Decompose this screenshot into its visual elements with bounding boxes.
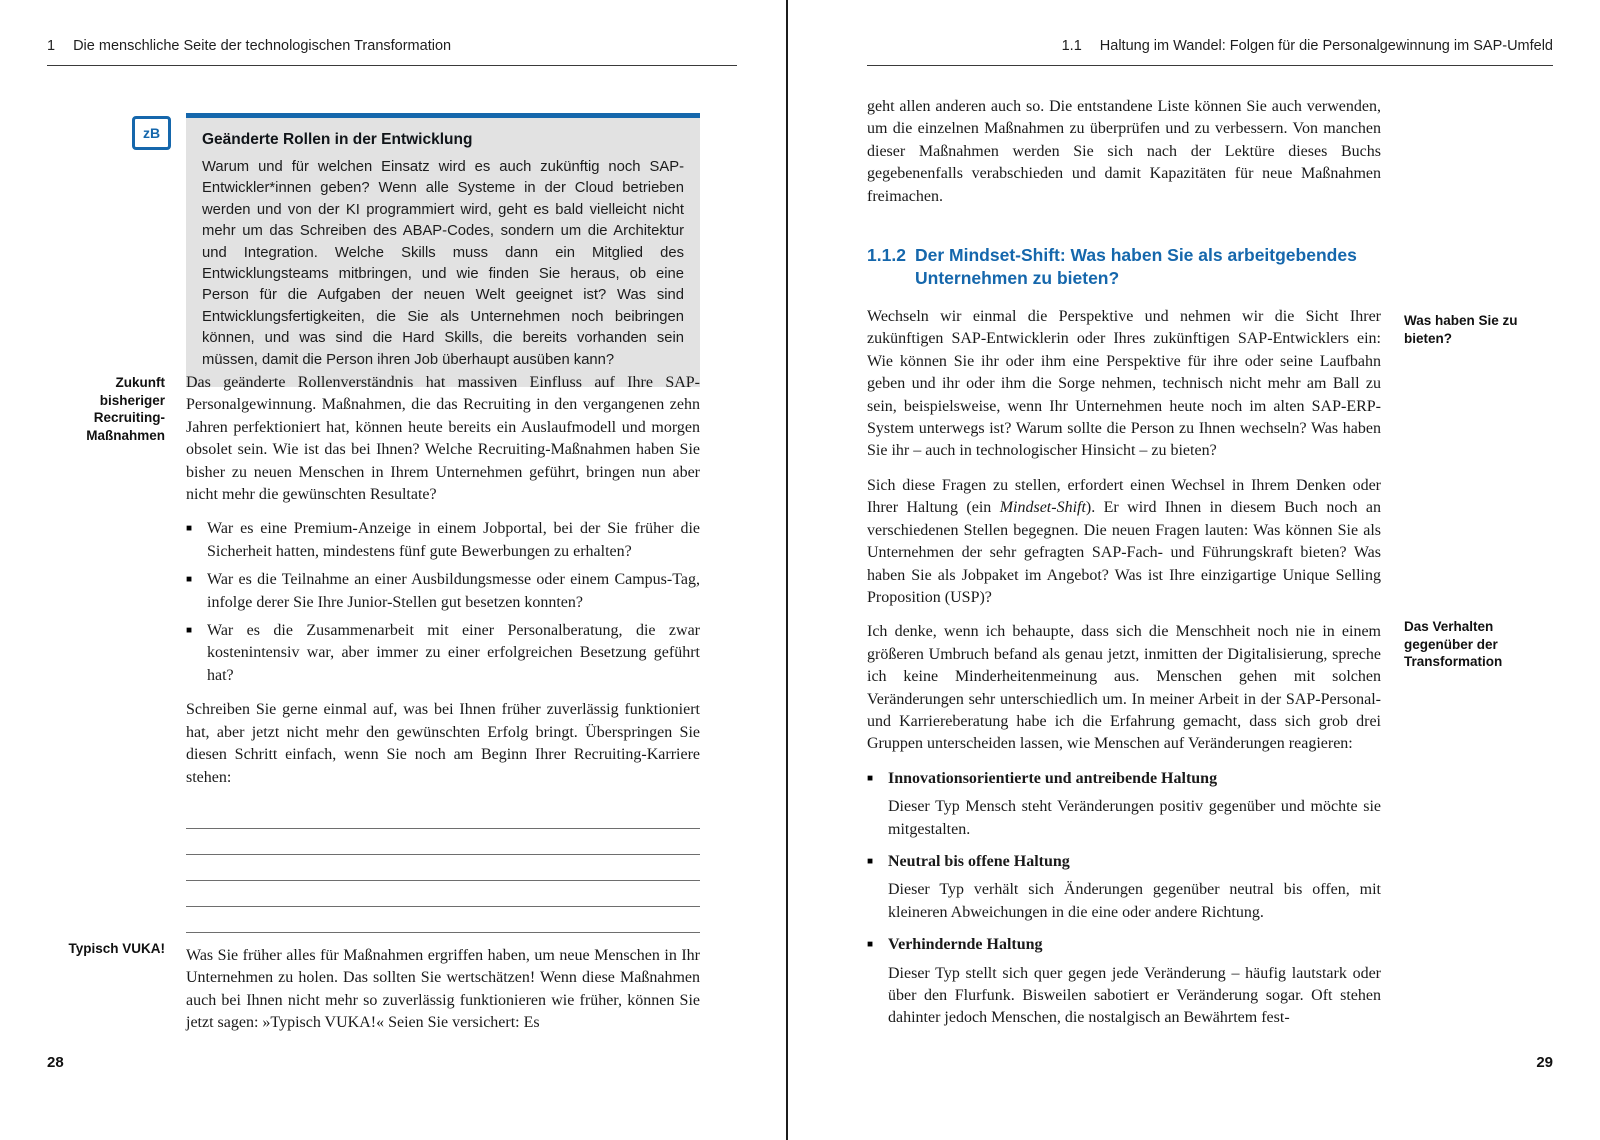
margin-note-verhalten: Das Verhalten gegenüber der Transformation [1404, 619, 1503, 669]
bullet-list [186, 518, 700, 687]
attitude-list [867, 768, 1381, 1030]
list-item [867, 851, 1381, 924]
bullet-square-icon: ■ [867, 855, 874, 867]
paragraph: Ich denke, wenn ich behaupte, dass sich die Menschheit noch nie in einem größeren Umbruch befand als genau jetzt, inmitten der Digitalisierung, spreche ich keine Minderheitenmeinung aus. Menschen gehen mit solchen Veränderungen sehr unterschiedlich um. In meiner Arbeit in der SAP-Personal- und Karriereberatung habe ich die Erfahrung gemacht, dass sich grob drei Gruppen unterscheiden lassen, wie Menschen auf Veränderungen reagieren: [867, 623, 1381, 753]
paragraph-part: ). Er wird Ihnen in diesem Buch noch an verschiedenen Stellen begegnen. Die neuen Fragen lauten: Was können Sie als Unternehmen der sehr gefragten SAP-Fach- und Führungskraft bieten? Was haben Sie als Jobpaket im Angebot? Was ist Ihre einzigartige Unique Selling Proposition (USP)? [867, 499, 1381, 606]
example-box-body: Warum und für welchen Einsatz wird es auch zukünftig noch SAP-Entwickler*innen geben? Wenn alle Systeme in der Cloud betrieben werden und von der KI programmiert wird, geht es bald vielleicht nicht mehr um das Schreiben des ABAP-Codes, sondern um die Architektur und Integration. Welche Skills muss dann ein Mitglied des Entwicklungsteams mitbringen, und wie finden Sie heraus, ob eine Person für die Aufgaben der neuen Welt geeignet ist? Was sind Entwicklungsfertigkeiten, die Sie als Unternehmen noch beibringen können, und was sind die Hard Skills, die bereits vorhanden sein müssen, damit die Person ihren Job überhaupt ausüben kann? [202, 159, 684, 368]
bullet-square-icon: ■ [186, 625, 193, 637]
page-number-right: 29 [1536, 1054, 1553, 1071]
margin-note-recruiting: Zukunft bisheriger Recruiting-Maßnahmen [86, 375, 165, 443]
example-zb-icon: zB [132, 116, 171, 150]
subsection-heading [867, 244, 1381, 290]
writing-line [186, 829, 700, 855]
list-item [186, 569, 700, 614]
section-title: Haltung im Wandel: Folgen für die Personalgewinnung im SAP-Umfeld [1099, 38, 1553, 54]
list-item [186, 620, 700, 687]
right-page [788, 0, 1600, 1140]
italic-term: Mindset-Shift [999, 499, 1086, 517]
left-text-column [186, 372, 700, 1047]
list-item-heading [867, 934, 1381, 956]
bullet-square-icon: ■ [867, 772, 874, 784]
right-text-column [867, 96, 1381, 1040]
list-item-text: War es die Teilnahme an einer Ausbildungsmesse oder einem Campus-Tag, infolge derer Sie Ihre Junior-Stellen gut besetzen konnten? [207, 571, 700, 611]
list-item [867, 768, 1381, 841]
list-item [186, 518, 700, 563]
paragraph: geht allen anderen auch so. Die entstandene Liste können Sie auch verwenden, um die einzelnen Maßnahmen zu überprüfen und zu verbessern. Von manchen dieser Maßnahmen werden Sie sich nach der Lektüre dieses Buchs gegebenenfalls verabschieden und damit Kapazitäten für neue Maßnahmen freimachen. [867, 98, 1381, 205]
example-box [186, 113, 700, 387]
bullet-square-icon: ■ [867, 939, 874, 951]
margin-note-bieten: Was haben Sie zu bieten? [1404, 313, 1518, 346]
paragraph: Wechseln wir einmal die Perspektive und nehmen wir die Sicht Ihrer zukünftigen SAP-Entwicklerin oder Ihres zukünftigen SAP-Entwicklers ein: Wie können Sie ihr oder ihm eine Perspektive für ihre oder seine Laufbahn geben und ihr oder ihm die Sorge nehmen, technisch nicht mehr am Ball zu sein, beispielsweise, wenn Ihr Unternehmen heute noch im alten SAP-ERP-System unterwegs ist? Warum sollte die Person zu Ihnen wechseln? Was haben Sie ihr – auch in technologischer Hinsicht – zu bieten? [867, 308, 1381, 460]
paragraph: Was Sie früher alles für Maßnahmen ergriffen haben, um neue Menschen in Ihr Unternehmen zu holen. Das sollten Sie wertschätzen! Wenn diese Maßnahmen auch bei Ihnen nicht mehr so zuverlässig funktionieren wie früher, können Sie jetzt sagen: »Typisch VUKA!« Seien Sie versichert: Es [186, 946, 700, 1032]
chapter-number: 1 [47, 38, 56, 54]
writing-lines [186, 803, 700, 933]
paragraph-part: Sich diese Fragen zu stellen, erfordert einen Wechsel in Ihrem Denken oder Ihrer Haltung (ein [867, 476, 1381, 517]
list-item-title: Verhindernde Haltung [888, 936, 1043, 954]
left-running-head [47, 38, 737, 66]
list-item-text: Dieser Typ verhält sich Änderungen gegenüber neutral bis offen, mit kleineren Abweichungen in die eine oder andere Richtung. [888, 881, 1381, 921]
list-item-text: War es eine Premium-Anzeige in einem Jobportal, bei der Sie früher die Sicherheit hatten, mindestens fünf gute Bewerbungen zu erhalten? [207, 520, 700, 560]
page-number-left: 28 [47, 1054, 64, 1071]
section-number: 1.1 [1061, 38, 1082, 54]
writing-line [186, 803, 700, 829]
list-item-title: Neutral bis offene Haltung [888, 852, 1070, 870]
subsection-number: 1.1.2 [867, 245, 906, 266]
paragraph: Schreiben Sie gerne einmal auf, was bei Ihnen früher zuverlässig funktioniert hat, aber jetzt nicht mehr den gewünschten Erfolg bringt. Überspringen Sie diesen Schritt einfach, wenn Sie noch am Beginn Ihrer Recruiting-Karriere stehen: [186, 701, 700, 786]
left-page [0, 0, 786, 1140]
paragraph: Das geänderte Rollenverständnis hat massiven Einfluss auf Ihre SAP-Personalgewinnung. Maßnahmen, die das Recruiting in den vergangenen zehn Jahren perfektioniert hat, können heute bereits ein Auslaufmodell und morgen obsolet sein. Wie ist das bei Ihnen? Welche Recruiting-Maßnahmen haben Sie bisher zu neuen Menschen in Ihrem Unternehmen geführt, bringen nun aber nicht mehr die gewünschten Resultate? [186, 374, 700, 504]
list-item-heading [867, 851, 1381, 873]
bullet-square-icon: ■ [186, 574, 193, 586]
list-item-title: Innovationsorientierte und antreibende Haltung [888, 769, 1218, 787]
list-item-text: Dieser Typ Mensch steht Veränderungen positiv gegenüber und möchte sie mitgestalten. [888, 798, 1381, 838]
example-box-title: Geänderte Rollen in der Entwicklung [202, 131, 473, 148]
paragraph [867, 475, 1381, 609]
list-item-text: Dieser Typ stellt sich quer gegen jede Veränderung – häufig lautstark oder über den Flurfunk. Bisweilen sabotiert er Veränderung sogar. Oft stehen dahinter jedoch Menschen, die nostalgisch an Bewährtem fest- [888, 964, 1381, 1027]
list-item-text: War es die Zusammenarbeit mit einer Personalberatung, die zwar kostenintensiv war, aber immer zu einer erfolgreichen Besetzung geführt hat? [207, 622, 700, 684]
writing-line [186, 855, 700, 881]
subsection-title: Der Mindset-Shift: Was haben Sie als arbeitgebendes Unternehmen zu bieten? [915, 245, 1357, 289]
writing-line [186, 907, 700, 933]
chapter-title: Die menschliche Seite der technologischen Transformation [73, 38, 452, 54]
writing-line [186, 881, 700, 907]
margin-note-vuka: Typisch VUKA! [68, 941, 165, 956]
right-running-head [867, 38, 1553, 66]
list-item-heading [867, 768, 1381, 790]
list-item [867, 934, 1381, 1030]
bullet-square-icon: ■ [186, 523, 193, 535]
